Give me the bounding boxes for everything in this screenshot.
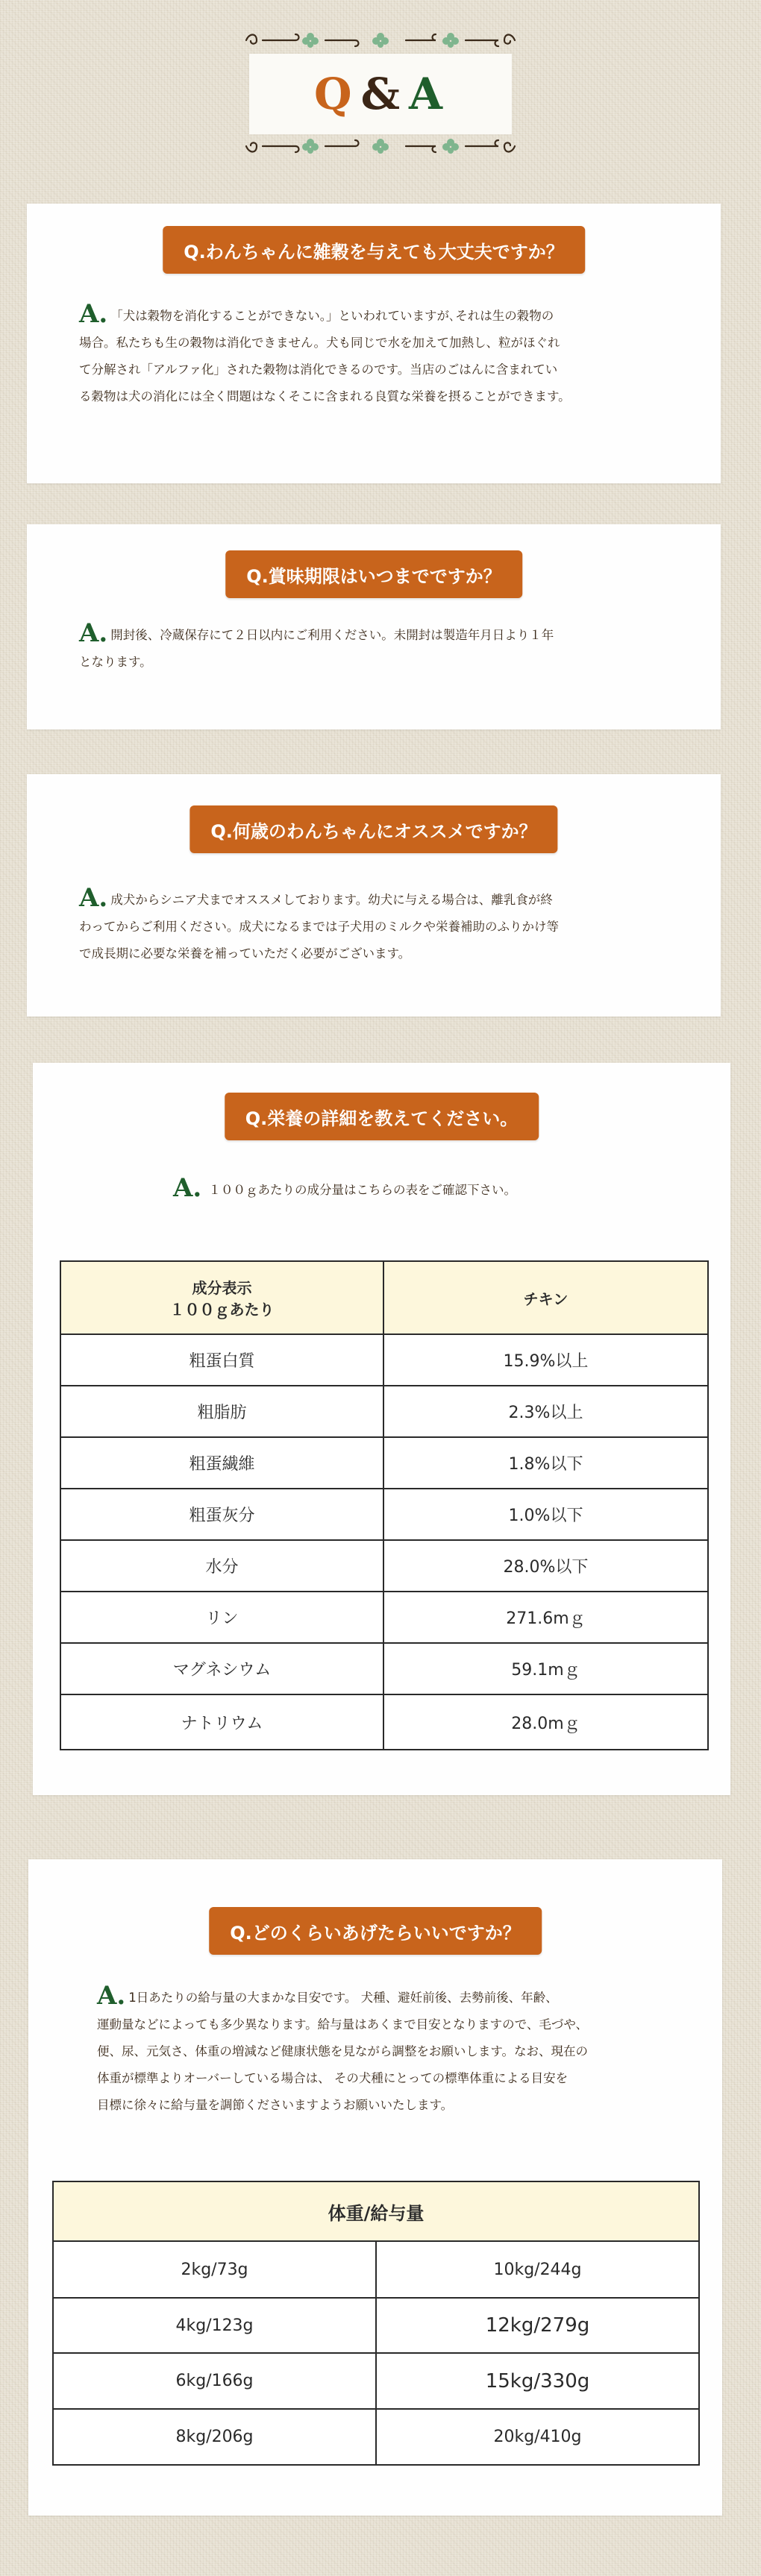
title-ampersand: & — [360, 69, 404, 119]
feeding-cell: 20kg/410g — [376, 2409, 699, 2465]
page-header — [0, 0, 761, 183]
nutrient-name: リン — [60, 1592, 383, 1643]
swirl-clover-ornament-bottom — [243, 137, 518, 155]
answer-text — [97, 1982, 694, 2119]
answer-text — [173, 1175, 695, 1204]
feeding-cell: 6kg/166g — [53, 2353, 376, 2409]
answer-line: 「犬は穀物を消化することができない。」といわれていますが､それは生の穀物の — [110, 309, 554, 323]
nutrition-header-label: 成分表示 １００ｇあたり — [60, 1261, 383, 1334]
nutrition-header-chicken: チキン — [383, 1261, 708, 1334]
qa-card-grains — [27, 204, 721, 483]
table-row — [60, 1386, 708, 1437]
table-row — [60, 1334, 708, 1386]
answer-line: 運動量などによっても多少異なります。給与量はあくまで目安となりますので、毛づや、 — [97, 2017, 589, 2032]
feeding-cell: 4kg/123g — [53, 2298, 376, 2353]
answer-mark-icon: A. — [173, 1173, 202, 1203]
table-row — [60, 1694, 708, 1750]
nutrient-value: 2.3%以上 — [383, 1386, 708, 1437]
answer-line: 場合。私たちも生の穀物は消化できません。犬も同じで水を加えて加熱し、粒がほぐれ — [79, 336, 560, 350]
answer-line: で成長期に必要な栄養を補っていただく必要がございます。 — [79, 946, 411, 961]
question-heading: Q.賞味期限はいつまでですか？ — [225, 550, 522, 598]
answer-line: 開封後、冷蔵保存にて２日以内にご利用ください。未開封は製造年月日より１年 — [110, 628, 554, 642]
feeding-cell: 2kg/73g — [53, 2241, 376, 2298]
table-row — [53, 2353, 699, 2409]
nutrient-name: ナトリウム — [60, 1694, 383, 1750]
qa-card-age — [27, 774, 721, 1017]
nutrient-name: マグネシウム — [60, 1643, 383, 1694]
table-row — [60, 1489, 708, 1540]
feeding-cell: 12kg/279g — [376, 2298, 699, 2353]
answer-line: て分解され「アルファ化」された穀物は消化できるのです。当店のごはんに含まれてい — [79, 362, 558, 377]
feeding-table-header: 体重/給与量 — [53, 2181, 699, 2241]
answer-line: 体重が標準よりオーバーしている場合は、 その犬種にとっての標準体重による目安を — [97, 2071, 569, 2085]
feeding-cell: 8kg/206g — [53, 2409, 376, 2465]
answer-line: る穀物は犬の消化には全く問題はなくそこに含まれる良質な栄養を摂ることができます。 — [79, 389, 571, 403]
question-heading: Q.栄養の詳細を教えてください。 — [225, 1093, 539, 1140]
answer-mark-icon: A. — [79, 299, 108, 329]
nutrient-value: 1.8%以下 — [383, 1437, 708, 1489]
nutrient-name: 粗脂肪 — [60, 1386, 383, 1437]
table-row — [60, 1592, 708, 1643]
answer-text — [79, 620, 698, 676]
nutrient-value: 1.0%以下 — [383, 1489, 708, 1540]
nutrient-name: 粗蛋灰分 — [60, 1489, 383, 1540]
table-row — [53, 2298, 699, 2353]
table-row — [53, 2241, 699, 2298]
nutrient-name: 水分 — [60, 1540, 383, 1592]
nutrient-name: 粗蛋繊維 — [60, 1437, 383, 1489]
swirl-clover-icon — [243, 137, 518, 155]
answer-mark-icon: A. — [79, 883, 108, 913]
question-heading: Q.どのくらいあげたらいいですか？ — [209, 1907, 542, 1955]
nutrient-value: 271.6mｇ — [383, 1592, 708, 1643]
table-row — [60, 1643, 708, 1694]
nutrient-value: 28.0%以下 — [383, 1540, 708, 1592]
qa-card-expiry — [27, 524, 721, 729]
feeding-cell: 10kg/244g — [376, 2241, 699, 2298]
nutrition-table — [60, 1260, 709, 1750]
answer-mark-icon: A. — [97, 1981, 126, 2011]
feeding-cell: 15kg/330g — [376, 2353, 699, 2409]
answer-line: となります。 — [79, 655, 152, 669]
answer-mark-icon: A. — [79, 618, 108, 648]
table-row — [53, 2409, 699, 2465]
question-heading: Q.わんちゃんに雑穀を与えても大丈夫ですか？ — [163, 226, 585, 274]
swirl-clover-icon — [243, 31, 518, 49]
title-q: Q — [314, 69, 357, 119]
title-a: A — [408, 69, 447, 119]
answer-line: わってからご利用ください。成犬になるまでは子犬用のミルクや栄養補助のふりかけ等 — [79, 920, 560, 934]
swirl-clover-ornament-top — [243, 31, 518, 49]
feeding-table — [52, 2181, 700, 2466]
answer-text — [79, 301, 698, 410]
answer-line: １００ｇあたりの成分量はこちらの表をご確認下さい。 — [208, 1183, 516, 1197]
answer-line: 1日あたりの給与量の大まかな目安です。 犬種、避妊前後、去勢前後、年齢、 — [128, 1991, 558, 2005]
answer-line: 成犬からシニア犬までオススメしております。幼犬に与える場合は、離乳食が終 — [110, 893, 553, 907]
nutrient-value: 59.1mｇ — [383, 1643, 708, 1694]
answer-line: 目標に徐々に給与量を調節くださいますようお願いいたします。 — [97, 2098, 454, 2112]
question-heading: Q.何歳のわんちゃんにオススメですか？ — [190, 805, 557, 853]
table-row — [60, 1437, 708, 1489]
qa-card-nutrition — [33, 1063, 730, 1795]
answer-text — [79, 885, 698, 967]
answer-line: 便、尿、元気さ、体重の増減など健康状態を見ながら調整をお願いします。なお、現在の — [97, 2044, 589, 2058]
nutrient-value: 15.9%以上 — [383, 1334, 708, 1386]
nutrient-value: 28.0mｇ — [383, 1694, 708, 1750]
qa-card-feeding — [28, 1859, 722, 2516]
nutrient-name: 粗蛋白質 — [60, 1334, 383, 1386]
page-title — [249, 54, 512, 134]
table-row — [60, 1540, 708, 1592]
